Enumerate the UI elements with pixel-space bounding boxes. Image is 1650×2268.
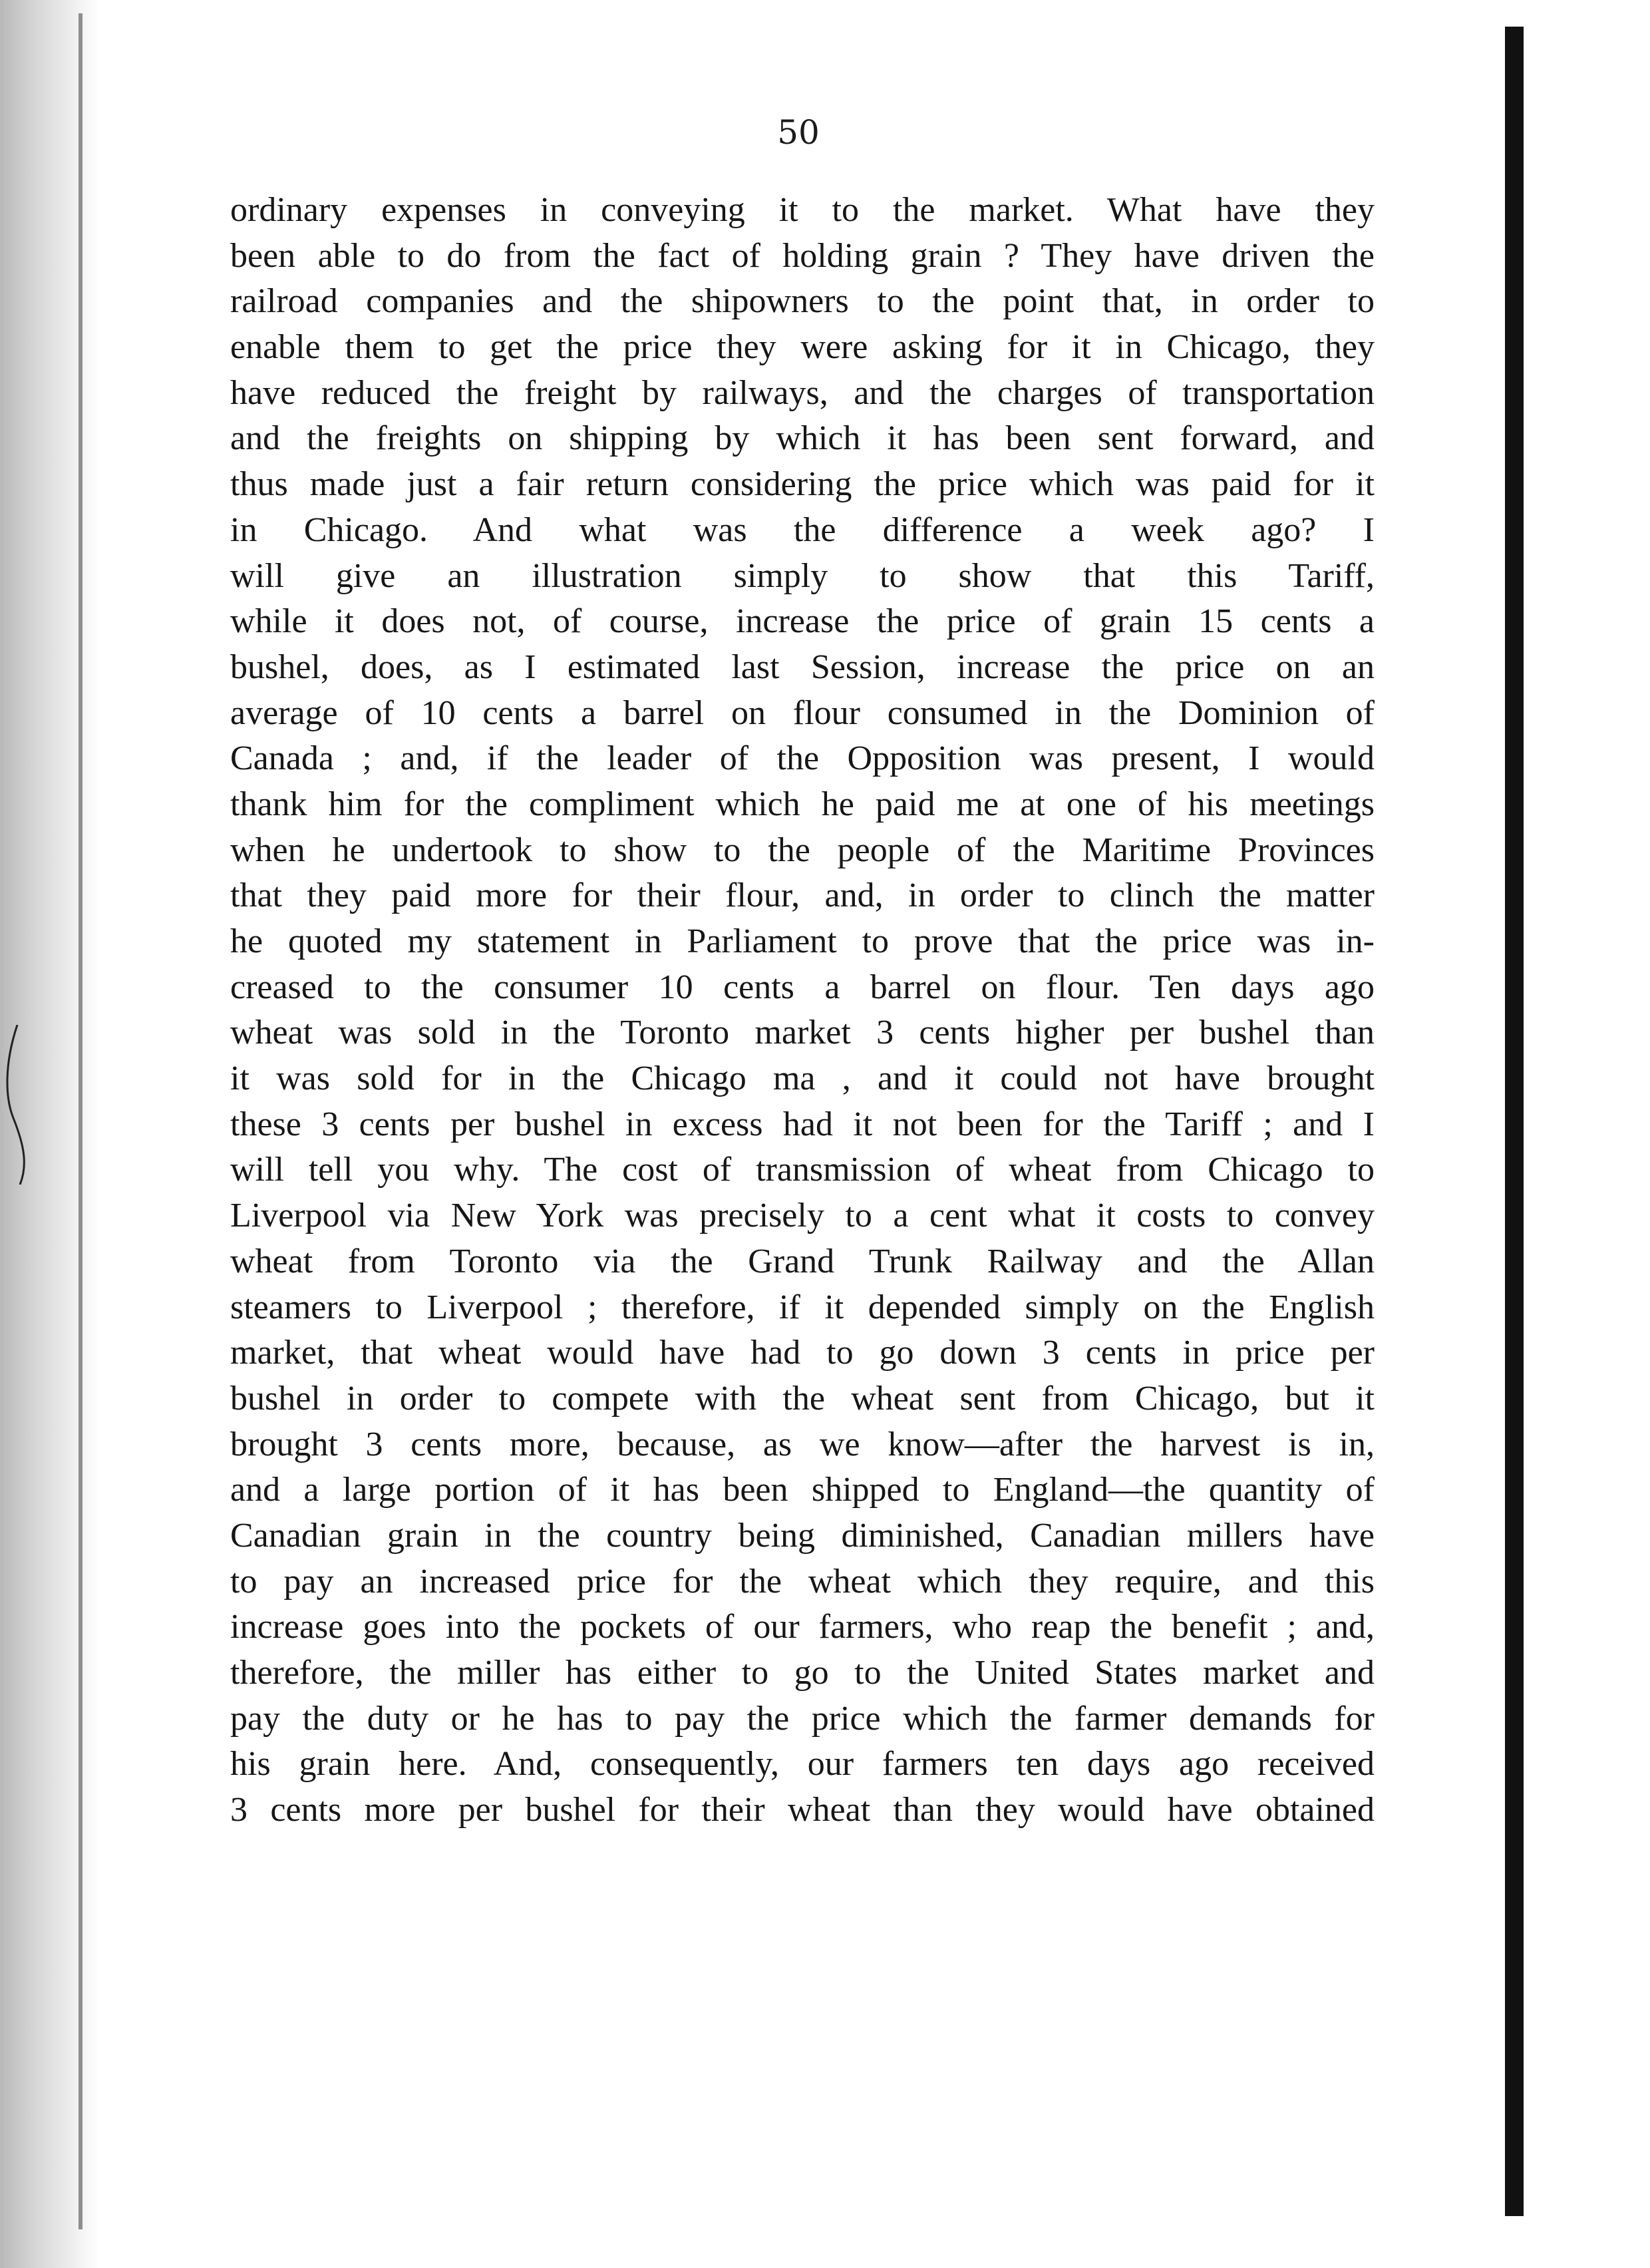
text-line: wheat from Toronto via the Grand Trunk Railway and the Allan <box>230 1242 1375 1280</box>
text-line: thank him for the compliment which he paid me at one of his meetings <box>230 785 1375 823</box>
text-line: bushel in order to compete with the wheat sent from Chicago, but it <box>230 1379 1375 1418</box>
text-line: these 3 cents per bushel in excess had it not been for the Tariff ; and I <box>230 1105 1375 1143</box>
text-line: Liverpool via New York was precisely to a cent what it costs to convey <box>230 1197 1375 1235</box>
text-line: brought 3 cents more, because, as we know—after the harvest is in, <box>230 1425 1375 1463</box>
text-line: therefore, the miller has either to go to the United States market and <box>230 1654 1375 1692</box>
text-line: ordinary expenses in conveying it to the market. What have they <box>230 191 1375 229</box>
text-line: and the freights on shipping by which it has been sent forward, and <box>230 419 1375 458</box>
text-line: pay the duty or he has to pay the price which the farmer demands for <box>230 1699 1375 1738</box>
text-line: when he undertook to show to the people of the Maritime Provinces <box>230 831 1375 869</box>
page-number: 50 <box>777 113 820 152</box>
text-line: wheat was sold in the Toronto market 3 cents higher per bushel than <box>230 1014 1375 1052</box>
text-line: steamers to Liverpool ; therefore, if it depended simply on the English <box>230 1288 1375 1326</box>
text-line: will tell you why. The cost of transmission of wheat from Chicago to <box>230 1151 1375 1189</box>
facing-page-edge <box>1505 27 1524 2216</box>
text-line: will give an illustration simply to show that this Tariff, <box>230 556 1375 595</box>
binding-edge <box>79 13 82 2229</box>
text-line: Canadian grain in the country being diminished, Canadian millers have <box>230 1516 1375 1555</box>
page-curl-mark <box>4 1025 31 1185</box>
text-line: have reduced the freight by railways, and the charges of transportation <box>230 373 1375 412</box>
text-line: increase goes into the pockets of our farmers, who reap the benefit ; and, <box>230 1608 1375 1646</box>
text-line: 3 cents more per bushel for their wheat than they would have obtained <box>230 1791 1375 1829</box>
text-line: railroad companies and the shipowners to the point that, in order to <box>230 282 1375 321</box>
text-line: average of 10 cents a barrel on flour consumed in the Dominion of <box>230 693 1375 732</box>
text-line: Canada ; and, if the leader of the Opposition was present, I would <box>230 739 1375 778</box>
text-line: thus made just a fair return considering the price which was paid for it <box>230 465 1375 504</box>
text-line: that they paid more for their flour, and, in order to clinch the matter <box>230 876 1375 915</box>
text-line: creased to the consumer 10 cents a barrel on flour. Ten days ago <box>230 968 1375 1006</box>
text-line: enable them to get the price they were asking for it in Chicago, they <box>230 328 1375 367</box>
text-line: in Chicago. And what was the difference a week ago? I <box>230 510 1375 549</box>
text-line: his grain here. And, consequently, our farmers ten days ago received <box>230 1745 1375 1784</box>
text-line: market, that wheat would have had to go down 3 cents in price per <box>230 1334 1375 1372</box>
text-line: and a large portion of it has been shipped to England—the quantity of <box>230 1471 1375 1509</box>
text-line: he quoted my statement in Parliament to prove that the price was in- <box>230 922 1375 960</box>
facing-page-margin <box>1524 0 1650 2268</box>
text-line: bushel, does, as I estimated last Session, increase the price on an <box>230 648 1375 686</box>
text-line: been able to do from the fact of holding grain ? They have driven the <box>230 236 1375 275</box>
text-line: to pay an increased price for the wheat which they require, and this <box>230 1562 1375 1601</box>
body-text <box>230 188 1375 1833</box>
text-line: it was sold for in the Chicago ma , and it could not have brought <box>230 1059 1375 1098</box>
text-line: while it does not, of course, increase the price of grain 15 cents a <box>230 602 1375 641</box>
